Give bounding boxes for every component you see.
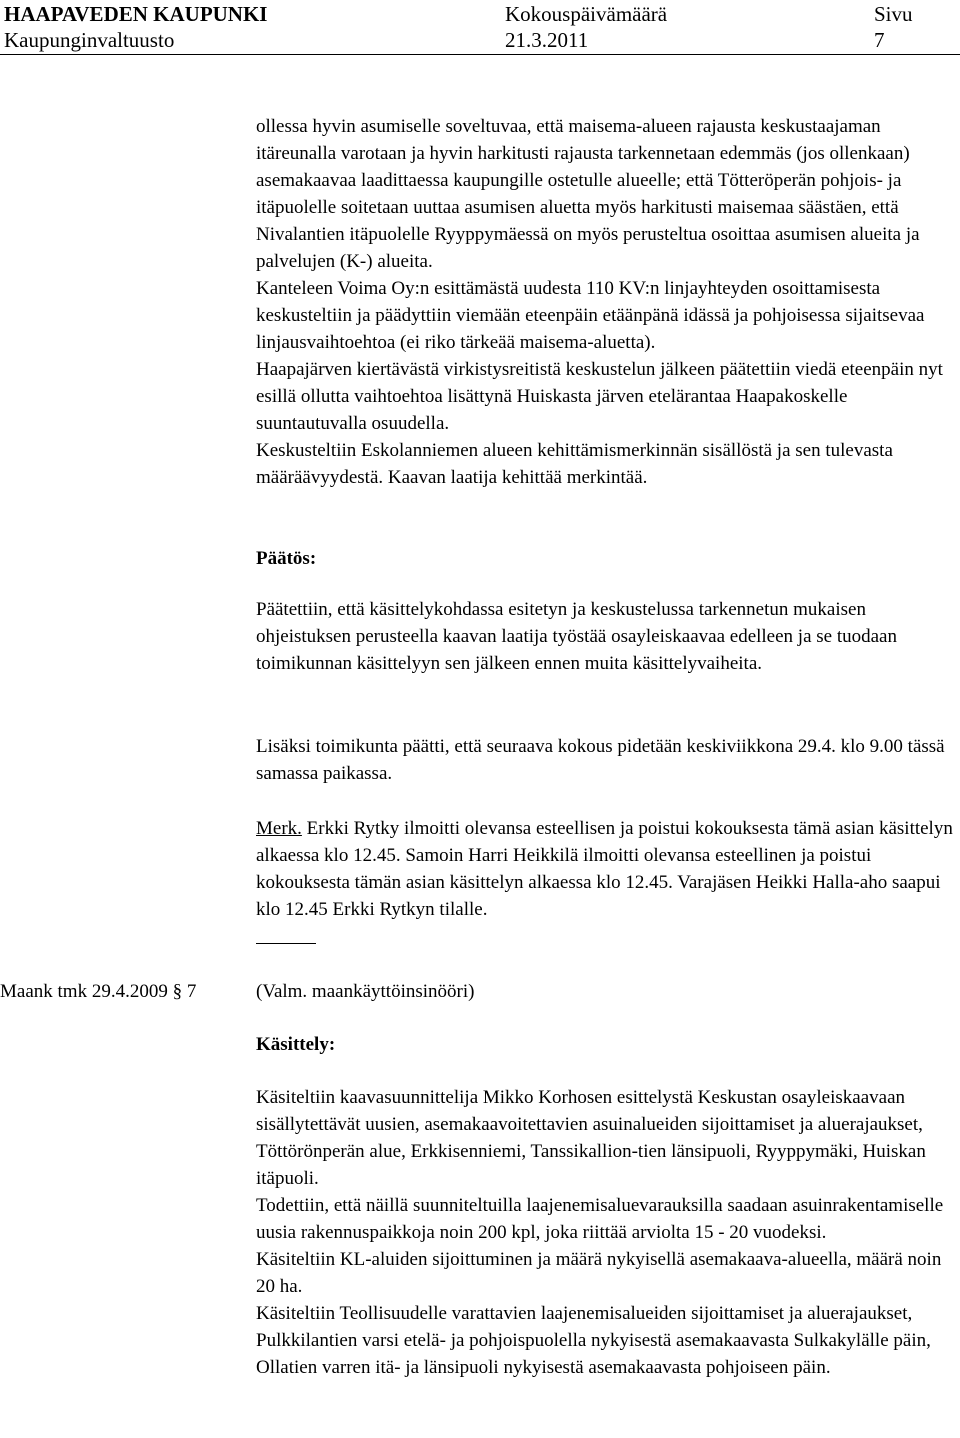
next-meeting-text: Lisäksi toimikunta päätti, että seuraava kokous pidetään keskiviikkona 29.4. klo 9.00 tässä samassa paikassa. [256, 736, 945, 784]
discussion-block [256, 113, 956, 491]
decision-text: Päätettiin, että käsittelykohdassa esitetyn ja keskustelussa tarkennetun mukaisen ohjeistuksen perusteella kaavan laatija työstää osayleiskaavaa edelleen ja se tuodaan toimikunnan käsittelyyn sen jälkeen ennen muita käsittelyvaiheita. [256, 599, 897, 674]
org-name: HAAPAVEDEN KAUPUNKI [4, 2, 268, 26]
processing-heading: Käsittely: [256, 1034, 336, 1055]
processing-paragraph: Käsiteltiin KL-aluiden sijoittuminen ja määrä nykyisellä asemakaava-alueella, määrä noin 20 ha. [256, 1249, 942, 1297]
discussion-paragraph: Haapajärven kiertävästä virkistysreitistä keskustelun jälkeen päätettiin viedä eteenpäin nyt esillä ollutta vaihtoehtoa lisättynä Huiskasta järven etelärantaa Haapakoskelle suuntautuvalla osuudella. [256, 359, 943, 434]
section-separator [256, 943, 316, 944]
page-number: 7 [874, 28, 885, 52]
processing-block [256, 1084, 956, 1381]
discussion-paragraph: ollessa hyvin asumiselle soveltuvaa, että maisema-alueen rajausta keskustaajaman itäreunalla varotaan ja hyvin harkitusti rajausta tarkennetaan edemmäs (jos ollenkaan) asemakaavaa laadittaessa kaupungille ostetulle alueelle; että Tötteröperän pohjois- ja itäpuolelle soitetaan uuttaa asumisen aluetta myös harkitusti maisemaa säästäen, että Nivalantien itäpuolelle Ryyppymäessä on myös perusteltua osoittaa asumisen alueita ja palvelujen (K-) alueita. [256, 116, 920, 272]
note-label: Merk. [256, 818, 302, 839]
discussion-paragraph: Keskusteltiin Eskolanniemen alueen kehittämismerkinnän sisällöstä ja sen tulevasta määräävyydestä. Kaavan laatija kehittää merkintää. [256, 440, 893, 488]
header-divider [0, 54, 960, 55]
preparer-note: (Valm. maankäyttöinsinööri) [256, 981, 475, 1002]
decision-heading: Päätös: [256, 548, 317, 569]
processing-paragraph: Käsiteltiin kaavasuunnittelija Mikko Korhosen esittelystä Keskustan osayleiskaavaan sisällytettävät uusien, asemakaavoitettavien asuinalueiden sijoittamiset ja aluerajaukset, Töttörönperän alue, Erkkisenniemi, Tanssikallion-tien länsipuoli, Ryyppymäki, Huiskan itäpuoli. [256, 1087, 926, 1189]
decision-paragraph [256, 596, 956, 677]
page-header [0, 0, 960, 54]
page-label: Sivu [874, 2, 913, 26]
processing-paragraph: Todettiin, että näillä suunniteltuilla laajenemisaluevarauksilla saadaan asuinrakentamiselle uusia rakennuspaikkoja noin 200 kpl, joka riittää arviolta 15 - 20 vuodeksi. [256, 1195, 944, 1243]
next-meeting-paragraph [256, 733, 956, 787]
meeting-date: 21.3.2011 [505, 28, 589, 52]
discussion-paragraph: Kanteleen Voima Oy:n esittämästä uudesta 110 KV:n linjayhteyden osoittamisesta keskusteltiin ja päädyttiin viemään eteenpäin etäänpänä idässä ja pohjoisessa sijaitsevaa linjausvaihtoehtoa (ei riko tärkeää maisema-aluetta). [256, 278, 925, 353]
note-text: Erkki Rytky ilmoitti olevansa esteellisen ja poistui kokouksesta tämä asian käsittelyn alkaessa klo 12.45. Samoin Harri Heikkilä ilmoitti olevansa esteellinen ja poistui kokouksesta tämän asian käsittelyn alkaessa klo 12.45. Varajäsen Heikki Halla-aho saapui klo 12.45 Erkki Rytkyn tilalle. [256, 818, 953, 920]
body-name: Kaupunginvaltuusto [4, 28, 175, 52]
note-paragraph [256, 815, 956, 923]
margin-reference: Maank tmk 29.4.2009 § 7 [0, 981, 197, 1002]
processing-paragraph: Käsiteltiin Teollisuudelle varattavien laajenemisalueiden sijoittamiset ja aluerajaukset, Pulkkilantien varsi etelä- ja pohjoispuolella nykyisestä asemakaavasta Sulkakylälle päin, Ollatien varren itä- ja länsipuoli nykyisestä asemakaavasta pohjoiseen päin. [256, 1303, 931, 1378]
date-label: Kokouspäivämäärä [505, 2, 668, 26]
